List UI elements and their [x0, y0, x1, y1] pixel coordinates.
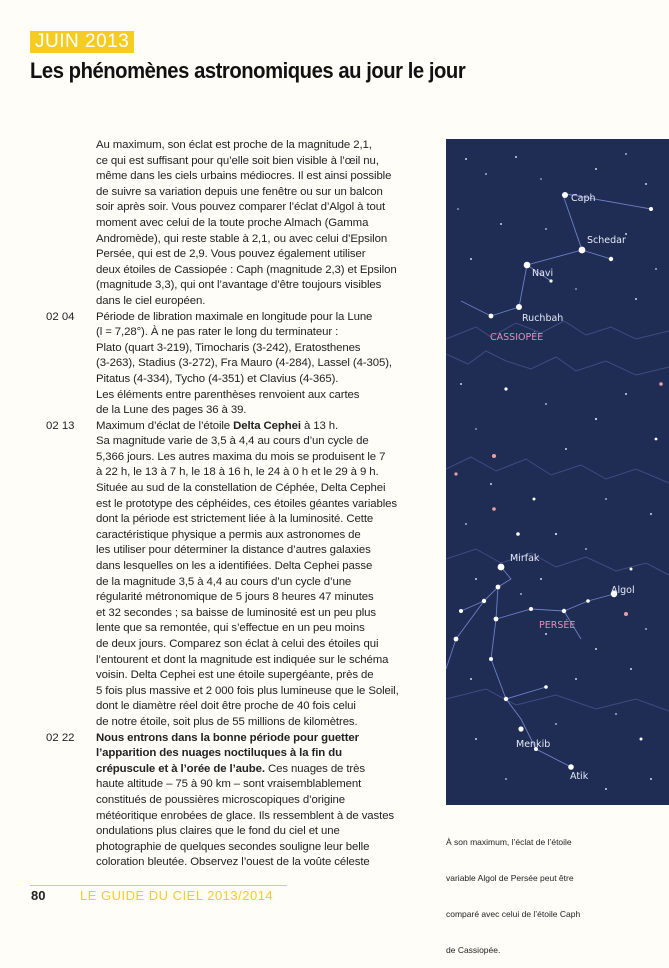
- bold-text: l’apparition des nuages noctiluques à la fin du: [96, 747, 342, 760]
- text-line: dont le diamètre réel doit être proche de 40 fois celui: [96, 700, 356, 713]
- star-schedar: [579, 247, 586, 254]
- entry-delta-cephei: [46, 419, 426, 731]
- text-line: 5,366 jours. Les autres maxima du mois se produisent le 7: [96, 450, 386, 463]
- star-pink: [659, 382, 663, 386]
- star: [533, 498, 536, 501]
- text-line: haute altitude – 75 à 90 km – sont vraisemblablement: [96, 778, 362, 791]
- text-line: Persée, qui est de 2,9. Vous pouvez également utiliser: [96, 248, 366, 261]
- text-line: (l = 7,28°). À ne pas rater le long du terminateur :: [96, 326, 339, 339]
- text-line: dans lesquelles on les a identifiées. Delta Cephei passe: [96, 560, 373, 573]
- star-caph: [562, 192, 568, 198]
- text-run: à 13 h.: [300, 419, 339, 432]
- text-run: Ces nuages de très: [264, 762, 365, 775]
- text-line: Plato (quart 3-219), Timocharis (3-242), Eratosthenes: [96, 341, 361, 354]
- text-line: de deux jours. Comparez son éclat à celui des étoiles qui: [96, 638, 379, 650]
- text-line: coloration bleutée. Observez l’ouest de la voûte céleste: [96, 856, 370, 869]
- text-line: 5 fois plus massive et 2 000 fois plus lumineuse que le Soleil,: [96, 684, 399, 697]
- text-line: photographie de quelques secondes souligne leur belle: [96, 840, 370, 853]
- article-body: [46, 138, 426, 871]
- text-line: (magnitude 3,3), qui ont l’avantage d’être toujours visibles: [96, 279, 382, 292]
- intro-paragraph: [46, 138, 426, 310]
- text-line: est le prototype des céphéides, ces étoiles géantes variables: [96, 497, 398, 510]
- bold-text: Nous entrons dans la bonne période pour guetter: [96, 731, 360, 744]
- text-line: lente que sa remontée, qui s’effectue en un peu moins: [96, 622, 365, 635]
- star: [609, 257, 613, 261]
- entry-date: 02 04: [46, 310, 75, 323]
- star-atik: [568, 764, 574, 770]
- star: [549, 279, 552, 282]
- entry-date: 02 22: [46, 731, 75, 744]
- star-labels: [510, 193, 635, 782]
- caption-line: de Cassiopée.: [446, 945, 501, 955]
- text-line: de la magnitude 3,5 à 4,4 au cours d’un cycle d’une: [96, 575, 352, 588]
- page-title: Les phénomènes astronomiques au jour le jour: [30, 58, 466, 83]
- star: [482, 599, 486, 603]
- text-line: [96, 746, 426, 762]
- star: [586, 599, 590, 603]
- star: [459, 609, 463, 613]
- star: [562, 609, 566, 613]
- star: [489, 657, 493, 661]
- star: [529, 607, 533, 611]
- label-cassiopeia: CASSIOPÉE: [490, 332, 544, 343]
- star: [494, 617, 499, 622]
- text-line: Pitatus (4-334), Tycho (4-351) et Clavius (4-365).: [96, 372, 339, 385]
- month-tag: JUIN 2013: [30, 31, 134, 53]
- running-title: LE GUIDE DU CIEL 2013/2014: [80, 888, 274, 903]
- label-mirfak: Mirfak: [510, 553, 540, 564]
- text-line: ce qui est suffisant pour qu’elle soit bien visible à l’œil nu,: [96, 154, 379, 167]
- text-line: dont la période est strictement liée à la luminosité. Cette: [96, 513, 374, 526]
- text-line: [96, 762, 426, 778]
- star-pink: [492, 507, 496, 511]
- text-line: Les éléments entre parenthèses renvoient aux cartes: [96, 388, 360, 401]
- label-navi: Navi: [532, 268, 554, 279]
- text-line: Au maximum, son éclat est proche de la magnitude 2,1,: [96, 139, 372, 151]
- entry-libration: [46, 310, 426, 419]
- star-name-bold: Delta Cephei: [233, 419, 301, 432]
- text-line: Période de libration maximale en longitude pour la Lune: [96, 310, 373, 323]
- entry-noctilucent-clouds: [46, 731, 426, 871]
- star-pink: [492, 454, 496, 458]
- footer-divider: [30, 885, 287, 886]
- text-line: de suivre sa variation depuis une fenêtre ou sur un balcon: [96, 185, 383, 198]
- text-line: [96, 731, 426, 747]
- star-pink: [454, 472, 457, 475]
- text-line: de la Lune des pages 36 à 39.: [96, 404, 247, 417]
- text-line: Située au sud de la constellation de Céphée, Delta Cephei: [96, 482, 386, 495]
- star-chart-graphic: [446, 139, 669, 805]
- star: [544, 685, 548, 689]
- star-chart: [446, 139, 669, 805]
- star-ruchbah: [516, 304, 522, 310]
- text-line: les utiliser pour déterminer la distance d’autres galaxies: [96, 544, 371, 557]
- label-menkib: Menkib: [516, 739, 551, 750]
- text-line: deux étoiles de Cassiopée : Caph (magnitude 2,3) et Epsilon: [96, 263, 397, 276]
- label-caph: Caph: [571, 193, 596, 204]
- milky-way-boundary: [446, 321, 669, 711]
- text-line: dans le ciel européen.: [96, 294, 206, 307]
- caption-line: variable Algol de Persée peut être: [446, 873, 574, 883]
- text-line: [96, 419, 426, 435]
- star: [649, 207, 653, 211]
- caption-line: À son maximum, l’éclat de l’étoile: [446, 837, 572, 847]
- text-line: de notre étoile, soit plus de 55 millions de kilomètres.: [96, 715, 358, 728]
- text-line: l’entourent et dont la magnitude est indiquée sur le schéma: [96, 653, 389, 666]
- text-line: Andromède), qui reste stable à 2,1, ou avec celui d’Epsilon: [96, 232, 388, 245]
- star-menkib: [518, 726, 523, 731]
- entry-date: 02 13: [46, 419, 75, 432]
- label-algol: Algol: [611, 585, 635, 596]
- text-line: même dans les ciels urbains médiocres. Il est ainsi possible: [96, 170, 392, 183]
- reddish-stars: [454, 382, 662, 616]
- label-perseus: PERSÉE: [539, 620, 576, 631]
- star: [496, 585, 501, 590]
- text-line: (3-263), Stadius (3-272), Fra Mauro (4-284), Lassel (4-305),: [96, 357, 392, 370]
- text-line: constitués de poussières microscopiques d’origine: [96, 793, 345, 806]
- star-mirfak: [498, 564, 505, 571]
- star-navi: [524, 262, 531, 269]
- star: [454, 637, 459, 642]
- star: [489, 314, 494, 319]
- text-line: caractéristique physique a permis aux astronomes de: [96, 528, 361, 541]
- text-line: voisin. Delta Cephei est une étoile supergéante, près de: [96, 669, 374, 682]
- star: [640, 738, 643, 741]
- text-line: moment avec celui de la toute proche Almach (Gamma: [96, 216, 369, 229]
- star-pink: [624, 612, 628, 616]
- text-line: régularité métronomique de 5 jours 8 heures 47 minutes: [96, 591, 374, 604]
- label-schedar: Schedar: [587, 235, 626, 246]
- text-run: Maximum d’éclat de l’étoile: [96, 419, 234, 432]
- page-number: 80: [31, 888, 46, 903]
- stars: [454, 192, 658, 770]
- cassiopeia-lines: [491, 195, 582, 316]
- constellation-labels: [490, 331, 575, 631]
- label-atik: Atik: [570, 771, 589, 782]
- constellation-lines: [446, 194, 651, 767]
- text-line: à 22 h, le 13 à 7 h, le 18 à 16 h, le 24 à 0 h et le 29 à 9 h.: [96, 466, 379, 479]
- label-ruchbah: Ruchbah: [522, 313, 564, 324]
- figure-caption: [446, 812, 666, 968]
- caption-line: comparé avec celui de l’étoile Caph: [446, 909, 581, 919]
- text-line: et 32 secondes ; sa baisse de luminosité est un peu plus: [96, 606, 376, 619]
- text-line: Sa magnitude varie de 3,5 à 4,4 au cours d’un cycle de: [96, 435, 369, 448]
- text-line: soir après soir. Vous pouvez comparer l’éclat d’Algol à tout: [96, 201, 386, 214]
- text-line: ondulations plus claires que le fond du ciel et une: [96, 825, 340, 838]
- perseus-lines: [461, 567, 511, 611]
- star: [504, 697, 508, 701]
- text-line: météoritique enrobées de glace. Ils ressemblent à de vastes: [96, 809, 395, 822]
- star: [504, 387, 507, 390]
- star: [516, 532, 520, 536]
- star: [630, 568, 633, 571]
- star: [655, 438, 658, 441]
- bold-text: crépuscule et à l’orée de l’aube.: [96, 762, 265, 775]
